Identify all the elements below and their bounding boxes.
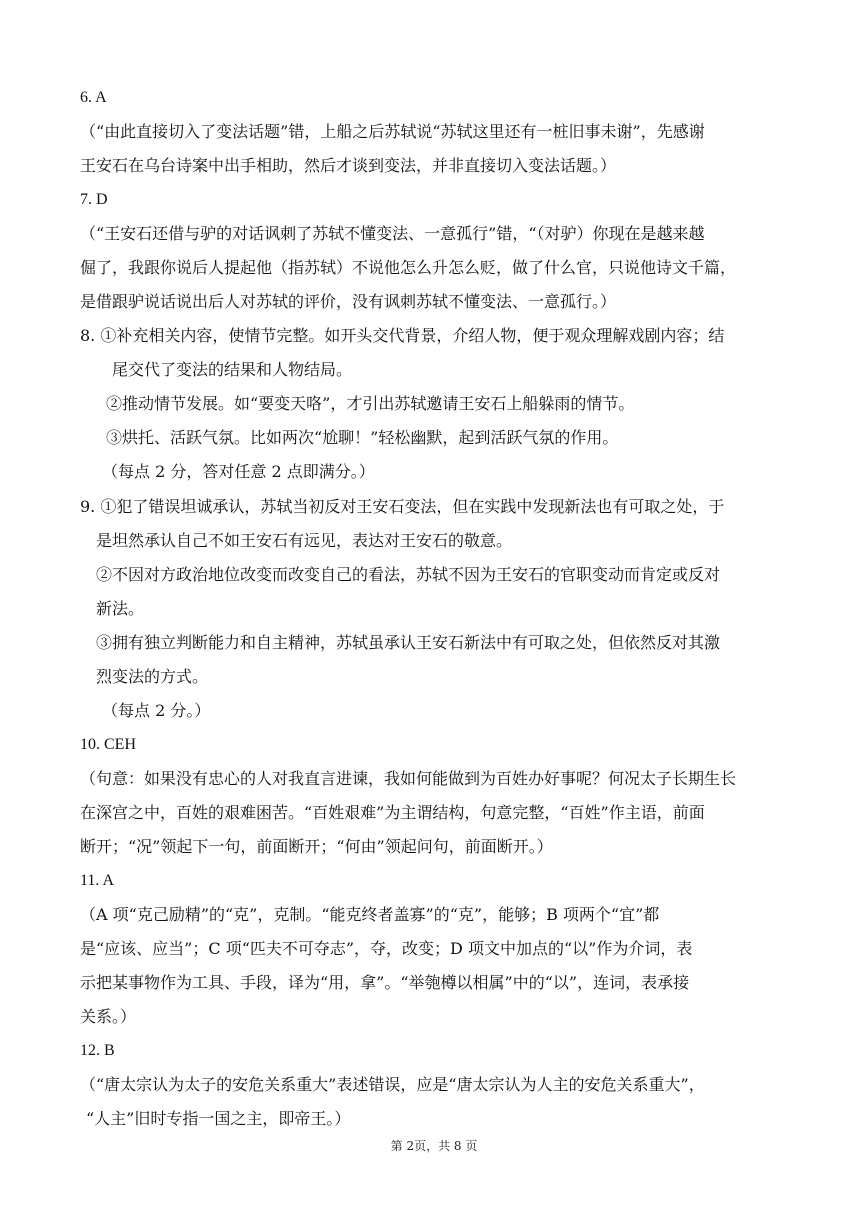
answer-9-text-line: ③拥有独立判断能力和自主精神，苏轼虽承认王安石新法中有可取之处，但依然反对其激 — [96, 633, 721, 652]
answer-9-text-line: 新法。 — [96, 599, 145, 618]
answer-11-text-line: （A 项“克己励精”的“克”，克制。“能克终者盖寡”的“克”，能够；B 项两个“宜”都 — [80, 905, 660, 924]
answer-9-text-line: 是坦然承认自己不如王安石有远见，表达对王安石的敬意。 — [96, 531, 513, 550]
answer-11-heading: 11. A — [80, 872, 115, 889]
answer-10-text-line: 在深宫之中，百姓的艰难困苦。“百姓艰难”为主谓结构，句意完整，“百姓”作主语，前面 — [80, 803, 705, 822]
answer-7-text-line: 是借跟驴说话说出后人对苏轼的评价，没有讽刺苏轼不懂变法、一意孤行。） — [80, 292, 617, 311]
answer-8-score-note: （每点 2 分，答对任意 2 点即满分。） — [102, 462, 375, 481]
answer-12-heading: 12. B — [80, 1042, 115, 1059]
answer-12-text-line: “人主”旧时专指一国之主，即帝王。） — [86, 1109, 351, 1128]
answer-8-text-line: 尾交代了变法的结果和人物结局。 — [112, 360, 353, 379]
answer-8-heading: 8. ①补充相关内容，使情节完整。如开头交代背景，介绍人物，便于观众理解戏剧内容；结 — [80, 326, 725, 345]
page-footer: 第 2页，共 8 页 — [390, 1139, 478, 1153]
answer-10-heading: 10. CEH — [80, 736, 136, 753]
answer-12-text-line: （“唐太宗认为太子的安危关系重大”表述错误，应是“唐太宗认为人主的安危关系重大”， — [80, 1075, 705, 1094]
answer-7-text-line: 倔了，我跟你说后人提起他（指苏轼）不说他怎么升怎么贬，做了什么官，只说他诗文千篇， — [80, 258, 737, 277]
answer-10-text-line: 断开；“况”领起下一句，前面断开；“何由”领起问句，前面断开。） — [80, 837, 553, 856]
answer-11-text-line: 关系。） — [80, 1007, 137, 1026]
answer-9-score-note: （每点 2 分。） — [102, 701, 211, 720]
answer-10-text-line: （句意：如果没有忠心的人对我直言进谏，我如何能做到为百姓办好事呢？何况太子长期生长 — [80, 769, 737, 788]
answer-7-text-line: （“王安石还借与驴的对话讽刺了苏轼不懂变法、一意孤行”错，“（对驴）你现在是越来越 — [80, 224, 705, 243]
answer-9-text-line: 烈变法的方式。 — [96, 667, 209, 686]
answer-6-heading: 6. A — [80, 89, 107, 106]
answer-9-heading: 9. ①犯了错误坦诚承认，苏轼当初反对王安石变法，但在实践中发现新法也有可取之处，于 — [80, 497, 725, 516]
answer-7-heading: 7. D — [80, 191, 108, 208]
answer-6-text-line: 王安石在乌台诗案中出手相助，然后才谈到变法，并非直接切入变法话题。） — [80, 156, 617, 175]
answer-8-text-line: ③烘托、活跃气氛。比如两次“尬聊！”轻松幽默，起到活跃气氛的作用。 — [106, 428, 619, 447]
answer-8-text-line: ②推动情节发展。如“要变天咯”，才引出苏轼邀请王安石上船躲雨的情节。 — [106, 394, 635, 413]
answer-11-text-line: 示把某事物作为工具、手段，译为“用，拿”。“举匏樽以相属”中的“以”，连词，表承接 — [80, 973, 690, 992]
answer-11-text-line: 是“应该、应当”；C 项“匹夫不可夺志”，夺，改变；D 项文中加点的“以”作为介词，表 — [80, 939, 693, 958]
answer-9-text-line: ②不因对方政治地位改变而改变自己的看法，苏轼不因为王安石的官职变动而肯定或反对 — [96, 565, 721, 584]
answer-6-text-line: （“由此直接切入了变法话题”错，上船之后苏轼说“苏轼这里还有一桩旧事未谢”，先感谢 — [80, 122, 705, 141]
